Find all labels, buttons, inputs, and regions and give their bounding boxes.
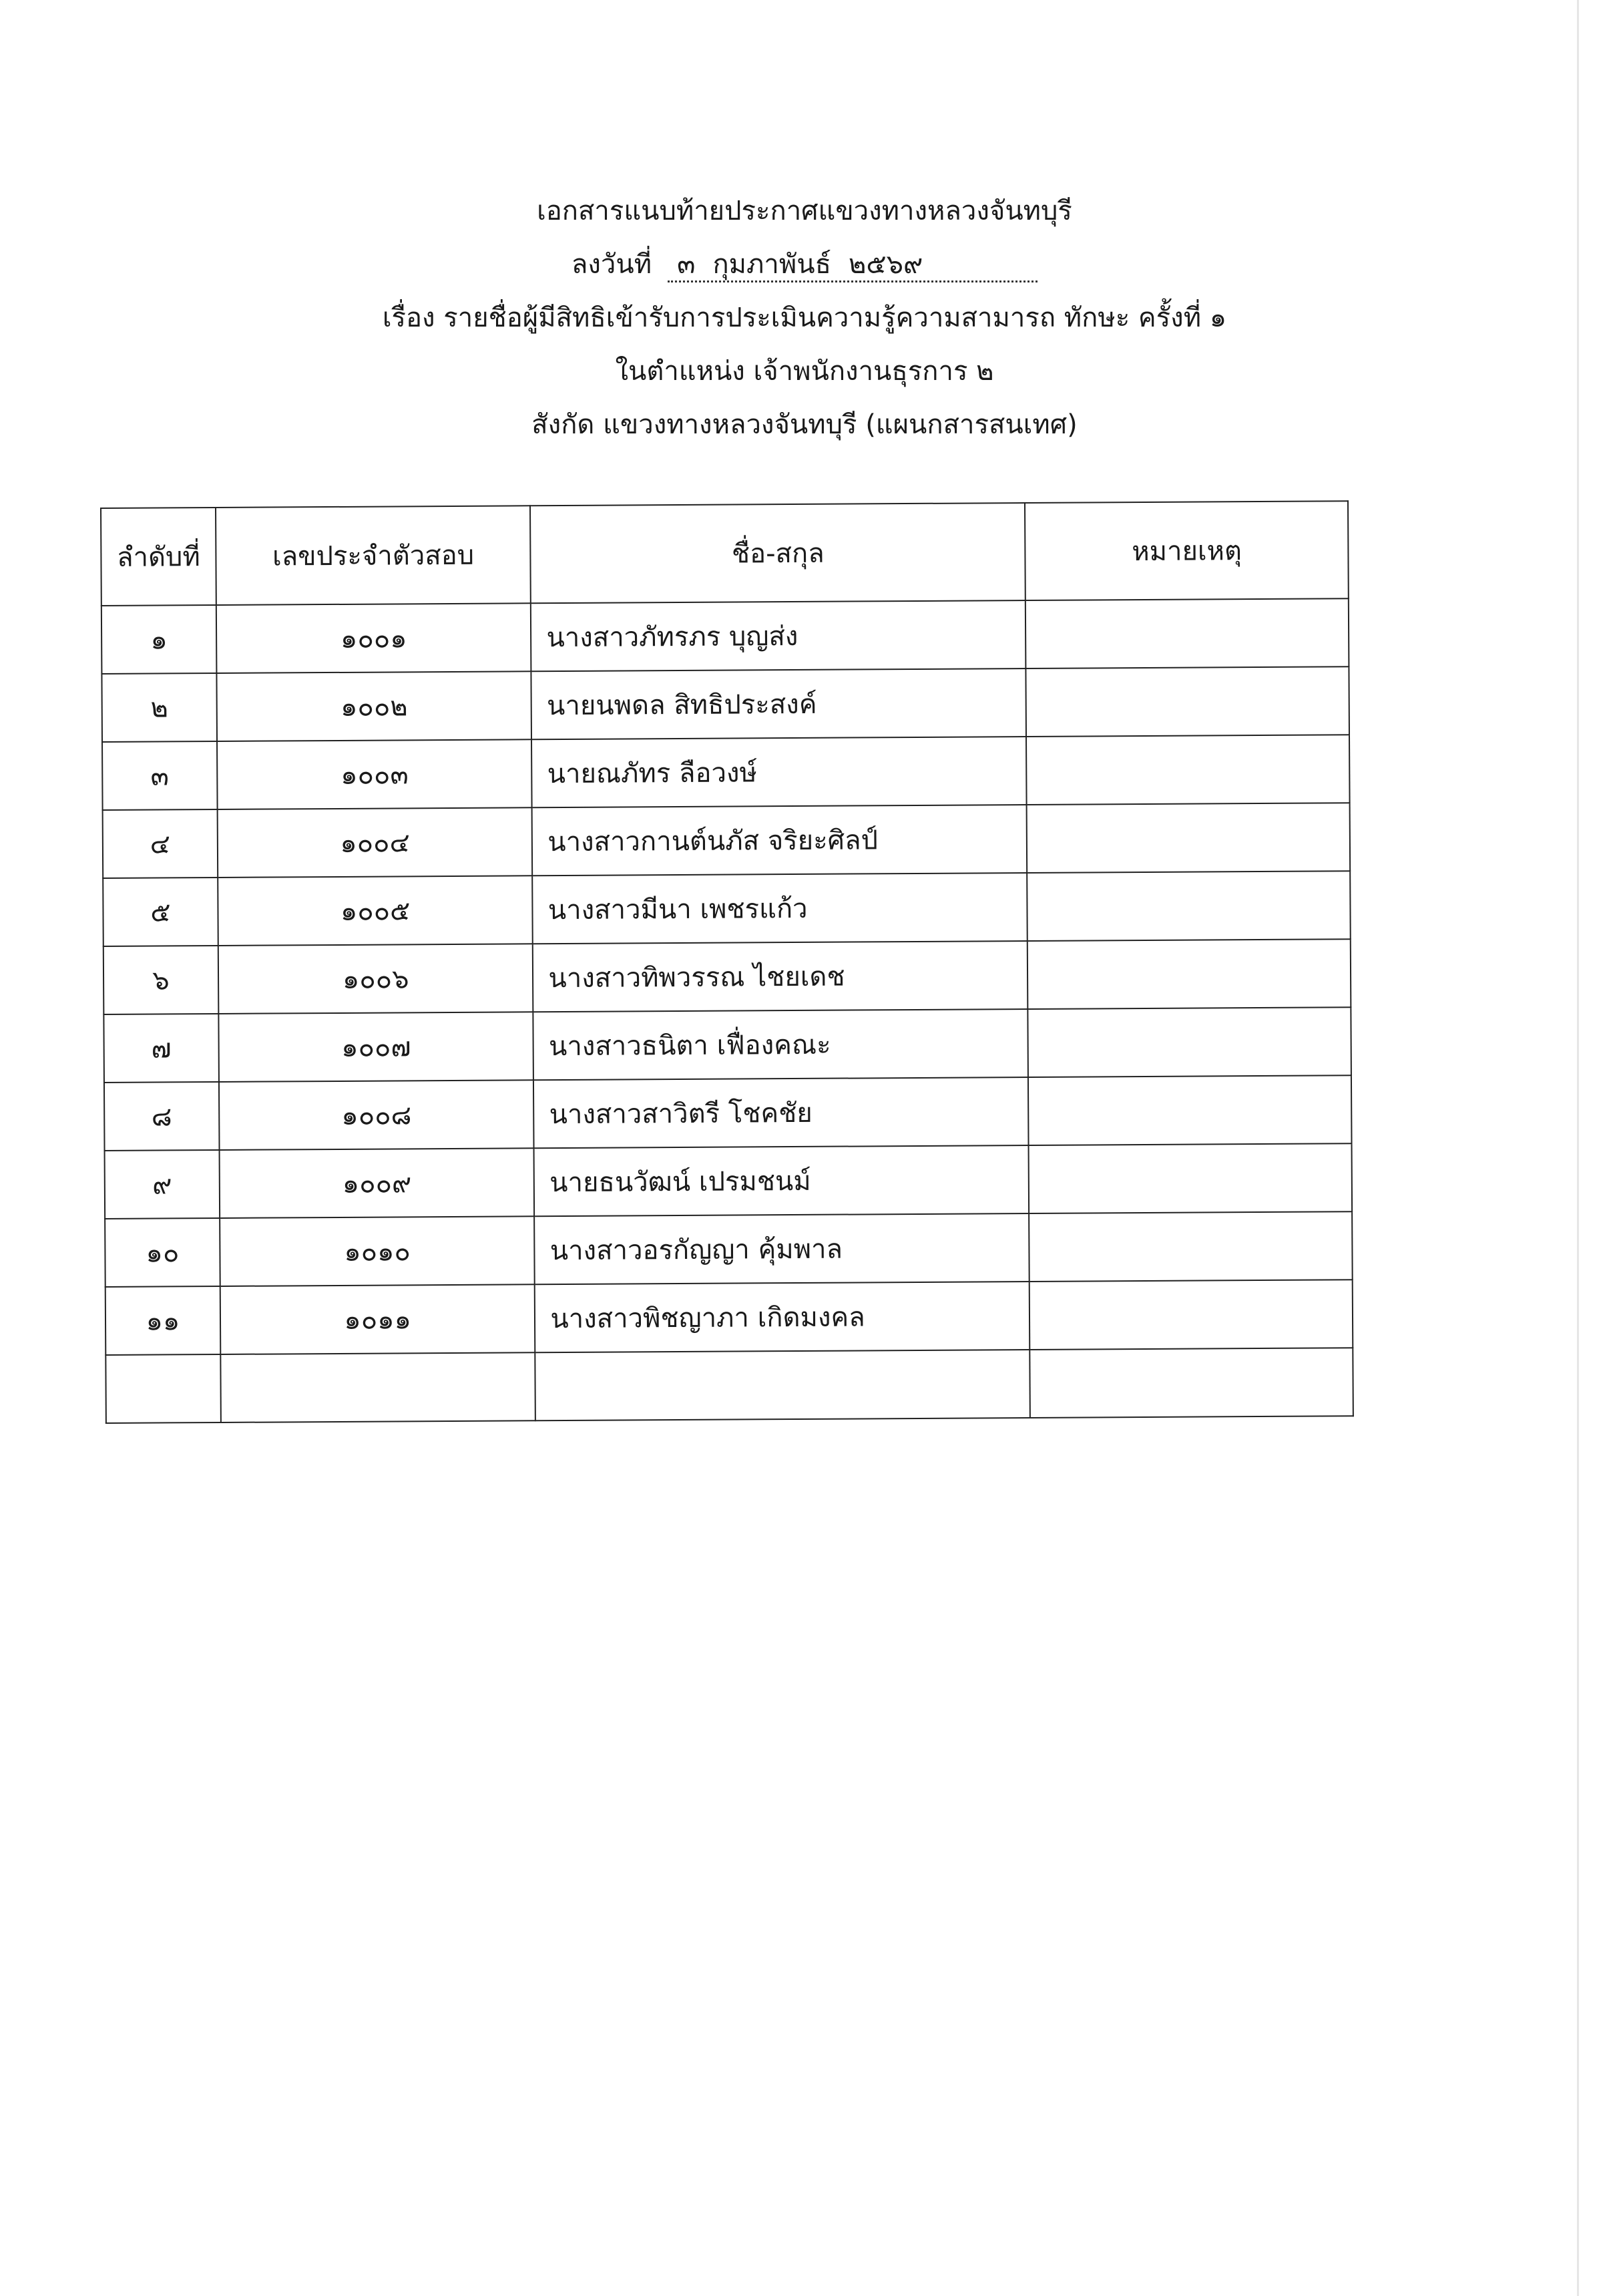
table-row [105, 1211, 1353, 1287]
header-order: ลำดับที่ [101, 508, 216, 606]
table-row-empty [105, 1348, 1353, 1423]
cell-name: นายณภัทร ลือวงษ์ [531, 737, 1027, 807]
cell-note [1029, 1280, 1353, 1350]
date-value [668, 248, 1038, 282]
cell-exam-id [220, 1352, 535, 1422]
cell-order: ๒ [101, 673, 217, 742]
cell-note [1025, 598, 1349, 668]
cell-name [535, 1350, 1031, 1420]
cell-name: นางสาวธนิตา เฟื่องคณะ [533, 1009, 1029, 1080]
cell-order: ๓ [102, 741, 218, 810]
cell-exam-id: ๑๐๐๙ [219, 1148, 534, 1218]
document-affiliation: สังกัด แขวงทางหลวงจันทบุรี (แผนกสารสนเทศ) [531, 409, 1078, 440]
cell-order: ๖ [103, 946, 219, 1014]
cell-exam-id: ๑๐๐๗ [218, 1012, 533, 1082]
table-row [103, 803, 1351, 878]
cell-exam-id: ๑๐๑๐ [220, 1216, 535, 1286]
cell-order: ๑๑ [105, 1286, 221, 1355]
header-exam-id: เลขประจำตัวสอบ [216, 506, 531, 605]
cell-order: ๘ [104, 1082, 220, 1151]
cell-order: ๙ [105, 1150, 220, 1219]
table-row [103, 871, 1351, 946]
table-row [103, 939, 1351, 1014]
date-year: ๒๕๖๙ [849, 249, 923, 280]
cell-order [105, 1354, 221, 1423]
cell-name: นางสาวมีนา เพชรแก้ว [533, 873, 1028, 944]
table-row [104, 1075, 1352, 1151]
cell-name: นายนพดล สิทธิประสงค์ [531, 668, 1027, 739]
cell-order: ๕ [103, 878, 218, 946]
header-name: ชื่อ-สกุล [530, 503, 1025, 603]
cell-exam-id: ๑๐๑๑ [220, 1284, 535, 1354]
cell-note [1029, 1143, 1352, 1213]
date-label: ลงวันที่ [571, 249, 652, 280]
cell-name: นางสาวสาวิตรี โชคชัย [533, 1077, 1029, 1148]
cell-note [1028, 1075, 1351, 1145]
table-row [105, 1143, 1353, 1219]
cell-note [1026, 666, 1349, 737]
cell-exam-id: ๑๐๐๔ [218, 807, 533, 878]
cell-exam-id: ๑๐๐๘ [219, 1080, 534, 1150]
cell-order: ๑ [101, 605, 217, 674]
cell-name: นางสาวภัทรภร บุญส่ง [531, 600, 1026, 671]
cell-exam-id: ๑๐๐๖ [218, 944, 533, 1014]
header-note: หมายเหตุ [1025, 501, 1348, 600]
cell-note [1030, 1348, 1353, 1418]
candidate-table [100, 500, 1354, 1424]
table-row [105, 1280, 1353, 1355]
table-row [102, 735, 1350, 810]
document-subject: เรื่อง รายชื่อผู้มีสิทธิเข้ารับการประเมินความรู้ความสามารถ ทักษะ ครั้งที่ ๑ [382, 303, 1227, 333]
cell-exam-id: ๑๐๐๒ [216, 671, 531, 741]
date-day: ๓ [677, 249, 696, 280]
document-title: เอกสารแนบท้ายประกาศแขวงทางหลวงจันทบุรี [537, 196, 1072, 226]
cell-exam-id: ๑๐๐๑ [216, 603, 531, 673]
cell-note [1027, 939, 1351, 1009]
table-row [103, 1007, 1351, 1083]
table-row [101, 598, 1349, 674]
cell-name: นางสาวพิชญาภา เกิดมงคล [535, 1282, 1030, 1352]
document-position: ในตำแหน่ง เจ้าพนักงานธุรการ ๒ [615, 356, 994, 387]
date-month: กุมภาพันธ์ [712, 249, 831, 280]
cell-order: ๑๐ [105, 1218, 220, 1287]
cell-order: ๗ [103, 1014, 219, 1083]
cell-name: นายธนวัฒน์ เปรมชนม์ [534, 1145, 1029, 1216]
cell-note [1027, 803, 1350, 873]
cell-note [1029, 1211, 1353, 1282]
cell-note [1028, 1007, 1351, 1077]
table-header-row [101, 501, 1349, 606]
cell-order: ๔ [103, 809, 218, 878]
cell-name: นางสาวกานต์นภัส จริยะศิลป์ [532, 805, 1027, 876]
cell-note [1026, 735, 1349, 805]
table-row [101, 666, 1349, 742]
cell-name: นางสาวทิพวรรณ ไชยเดช [533, 941, 1028, 1012]
page-edge-shadow [1577, 0, 1579, 2296]
cell-exam-id: ๑๐๐๕ [218, 876, 533, 946]
document-date [0, 248, 1609, 282]
cell-note [1027, 871, 1351, 941]
cell-exam-id: ๑๐๐๓ [217, 739, 532, 809]
cell-name: นางสาวอรกัญญา คุ้มพาล [534, 1213, 1029, 1284]
